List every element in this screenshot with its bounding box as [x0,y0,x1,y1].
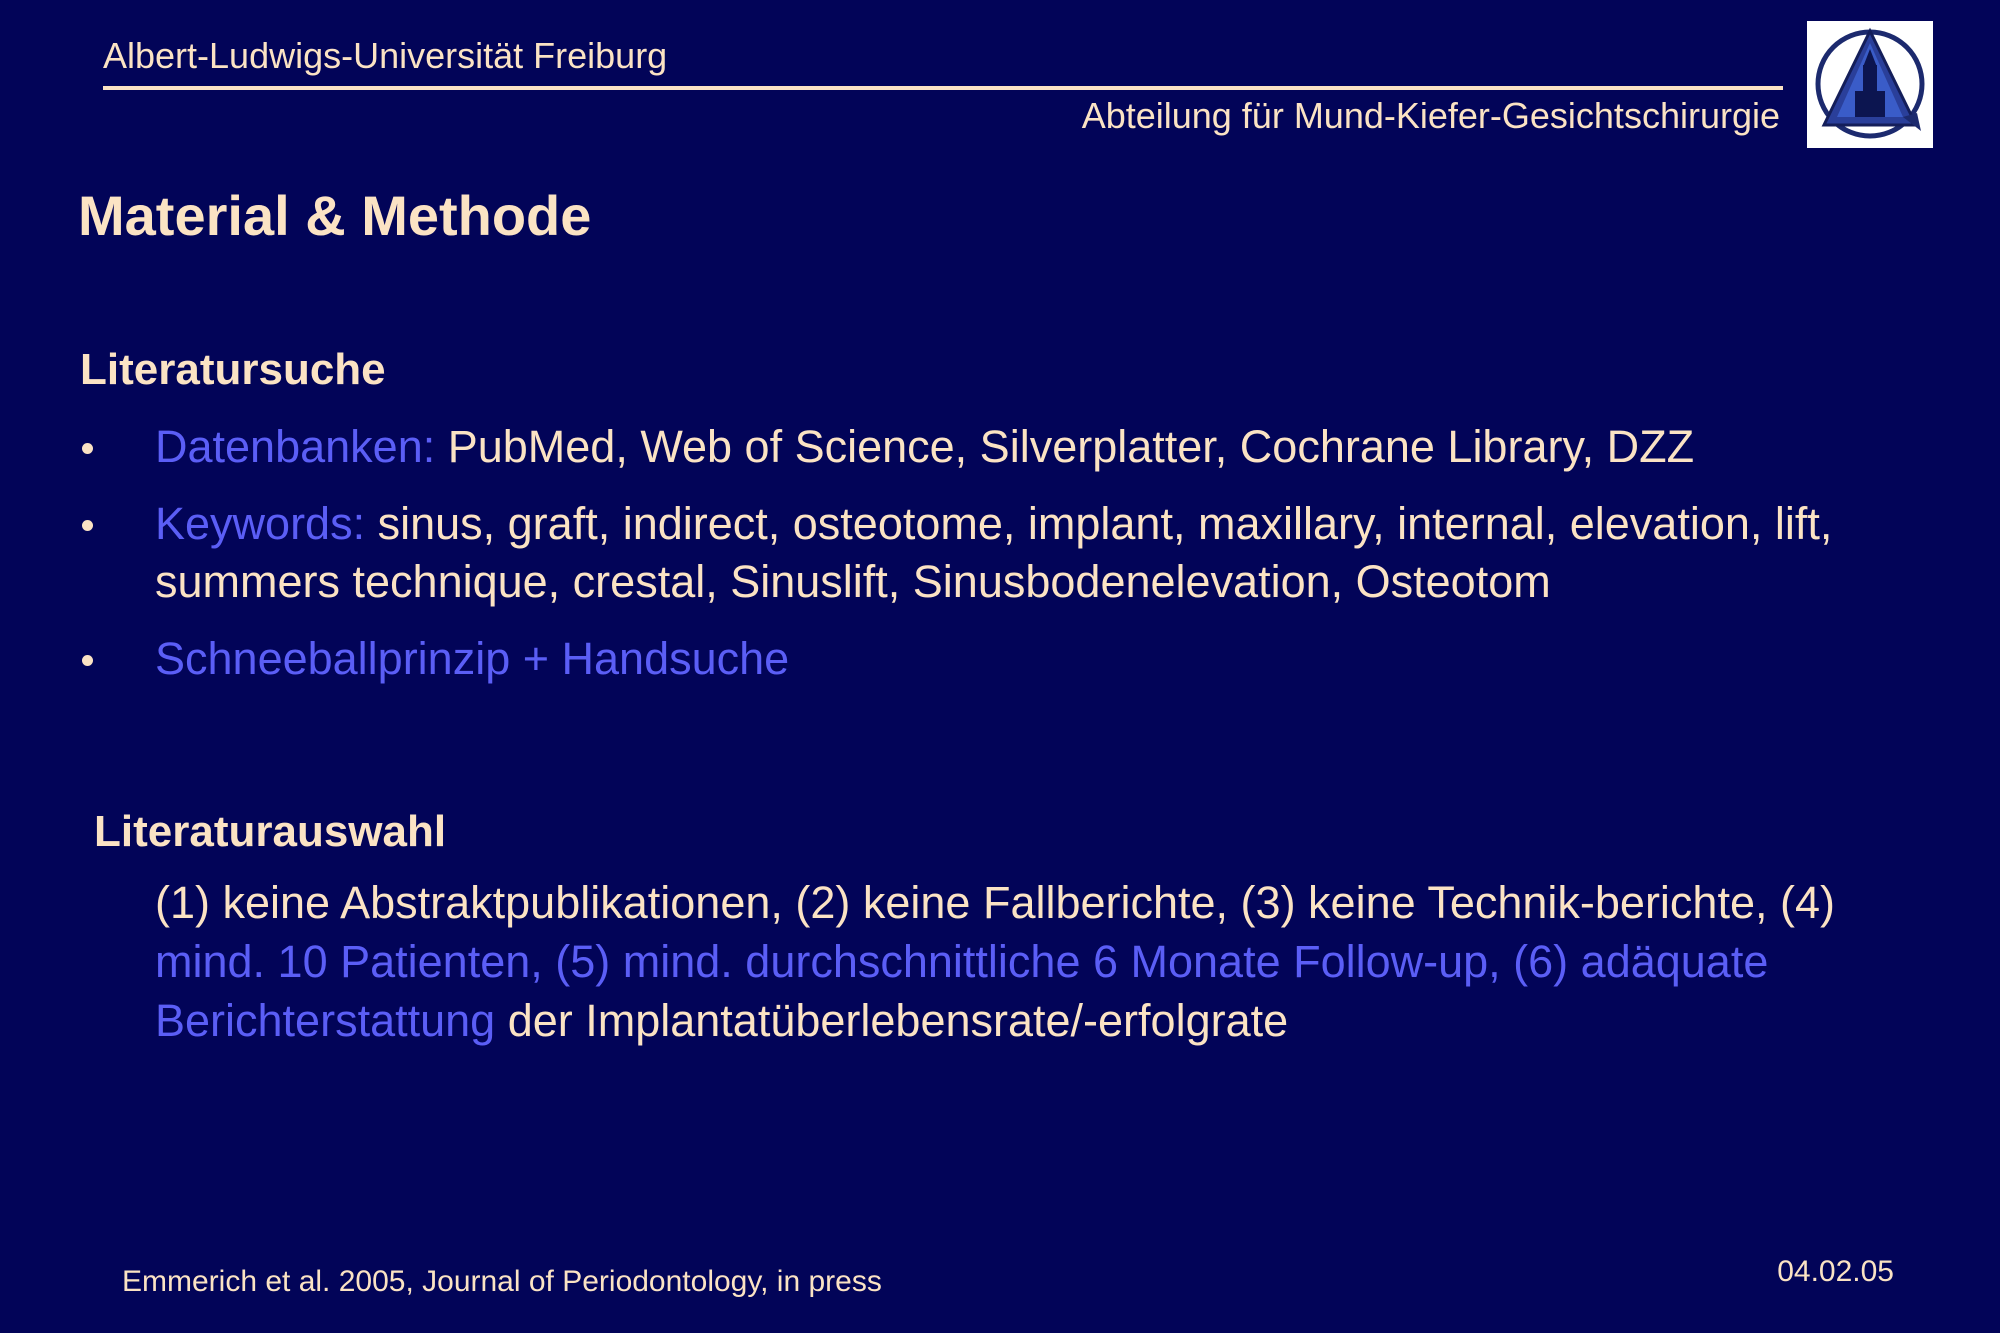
item-label: Keywords: [155,498,366,549]
literatursuche-list [78,418,1918,707]
item-text: PubMed, Web of Science, Silverplatter, Cochrane Library, DZZ [435,421,1695,472]
item-label: Schneeballprinzip + Handsuche [155,633,790,684]
list-item [78,495,1918,611]
item-text: sinus, graft, indirect, osteotome, implant, maxillary, internal, elevation, lift, summers technique, crestal, Sinuslift, Sinusbodenelevation, Osteotom [155,498,1833,607]
list-item [78,630,1918,688]
bullet-dot-icon [82,520,93,531]
university-name: Albert-Ludwigs-Universität Freiburg [103,35,668,76]
criteria-text: (1) keine Abstraktpublikationen, (2) keine Fallberichte, (3) keine Technik-berichte, (4) [155,877,1835,928]
university-logo-icon [1807,21,1933,148]
list-item [78,418,1918,476]
bullet-dot-icon [82,443,93,454]
slide-date: 04.02.05 [1777,1255,1894,1288]
criteria-highlight: mind. 10 Patienten, (5) mind. durchschnittliche 6 Monate Follow-up, (6) adäquate Berichterstattung [155,936,1769,1046]
citation: Emmerich et al. 2005, Journal of Periodontology, in press [122,1265,882,1298]
literaturauswahl-heading: Literaturauswahl [94,807,447,856]
header-divider [103,86,1783,90]
item-label: Datenbanken: [155,421,436,472]
bullet-dot-icon [82,655,93,666]
literaturauswahl-text [155,873,1915,1050]
slide-title: Material & Methode [78,184,592,247]
department-name: Abteilung für Mund-Kiefer-Gesichtschirurgie [1081,95,1780,136]
literatursuche-heading: Literatursuche [80,345,386,394]
criteria-text-end: der Implantatüberlebensrate/-erfolgrate [495,995,1289,1046]
